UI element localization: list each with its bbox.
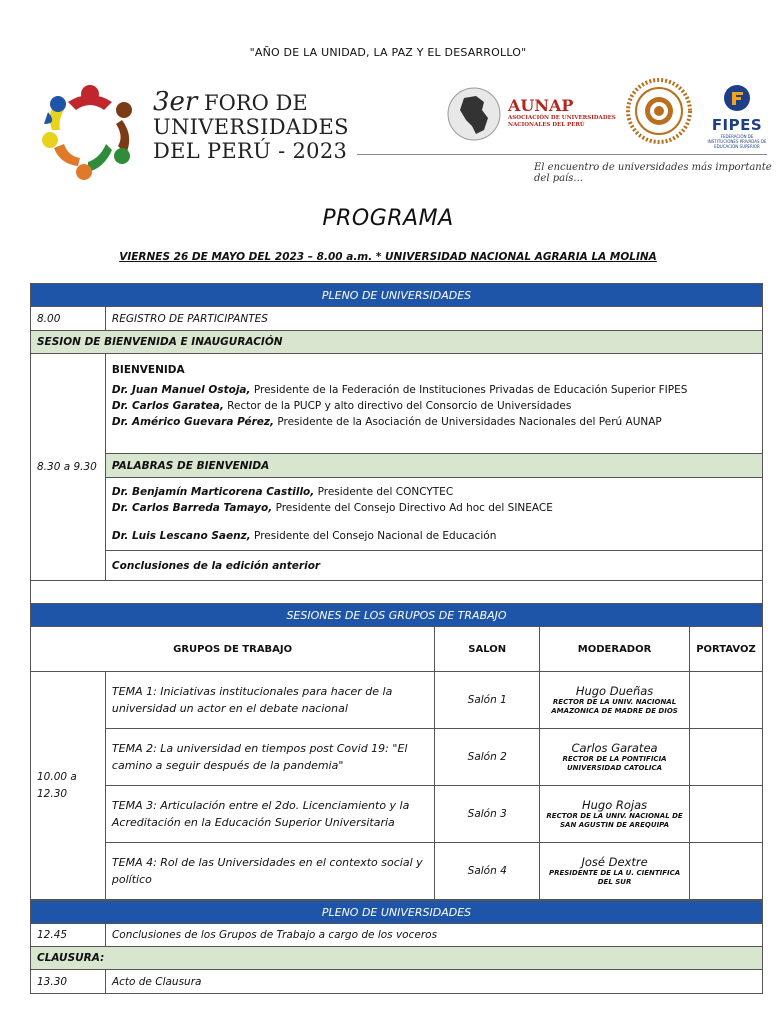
registration-label: REGISTRO DE PARTICIPANTES <box>105 307 762 331</box>
forum-title-line3: DEL PERÚ - 2023 <box>153 139 348 163</box>
closing-label: Acto de Clausura <box>105 970 762 994</box>
consortium-seal-icon <box>626 78 692 144</box>
col-spokesperson: PORTAVOZ <box>689 627 762 672</box>
col-moderator: MODERADOR <box>540 627 690 672</box>
spacer-row <box>31 581 763 605</box>
group-spokesperson <box>689 786 762 843</box>
aunap-sub2: NACIONALES DEL PERÚ <box>508 122 585 128</box>
aunap-sub1: ASOCIACIÓN DE UNIVERSIDADES <box>508 115 616 121</box>
event-date-line: VIERNES 26 DE MAYO DEL 2023 – 8.00 a.m. * UNIVERSIDAD NACIONAL AGRARIA LA MOLINA <box>119 251 657 263</box>
groups-table <box>30 603 763 900</box>
conclusions-time: 12.45 <box>31 924 106 947</box>
group-moderator: Hugo Rojas RECTOR DE LA UNIV. NACIONAL DE SAN AGUSTIN DE AREQUIPA <box>540 786 690 843</box>
group-theme: TEMA 3: Articulación entre el 2do. Licenciamiento y la Acreditación en la Educación Superior Universitaria <box>105 786 434 843</box>
welcome-words-header: PALABRAS DE BIENVENIDA <box>105 454 762 478</box>
col-groups: GRUPOS DE TRABAJO <box>31 627 435 672</box>
group-theme: TEMA 2: La universidad en tiempos post Covid 19: "El camino a seguir después de la pandemia" <box>105 729 434 786</box>
closing-time: 13.30 <box>31 970 106 994</box>
words-speaker: Dr. Carlos Barreda Tamayo, Presidente del Consejo Directivo Ad hoc del SINEACE <box>111 502 553 514</box>
welcome-session-time: 8.30 a 9.30 <box>31 354 106 581</box>
forum-edition: 3er <box>153 87 198 117</box>
group-spokesperson <box>689 843 762 900</box>
group-moderator: Carlos Garatea RECTOR DE LA PONTIFICIA UNIVERSIDAD CATOLICA <box>540 729 690 786</box>
group-spokesperson <box>689 729 762 786</box>
peru-map-icon <box>446 86 502 142</box>
closing-header: CLAUSURA: <box>31 947 763 970</box>
conclusions-label: Conclusiones de los Grupos de Trabajo a cargo de los voceros <box>105 924 762 947</box>
registration-time: 8.00 <box>31 307 106 331</box>
plenary-header: PLENO DE UNIVERSIDADES <box>31 284 763 307</box>
group-room: Salón 2 <box>435 729 540 786</box>
forum-title-line1: FORO DE <box>197 91 308 115</box>
welcome-words-block <box>105 478 762 551</box>
group-moderator: Hugo Dueñas RECTOR DE LA UNIV. NACIONAL AMAZONICA DE MADRE DE DIOS <box>540 672 690 729</box>
words-speaker: Dr. Luis Lescano Saenz, Presidente del Consejo Nacional de Educación <box>111 530 497 542</box>
group-spokesperson <box>689 672 762 729</box>
closing-plenary-header: PLENO DE UNIVERSIDADES <box>31 901 763 924</box>
fipes-sub: FEDERACIÓN DE INSTITUCIONES PRIVADAS DE EDUCACIÓN SUPERIOR <box>707 134 767 149</box>
groups-time: 10.00 a 12.30 <box>31 672 106 900</box>
forum-logo-icon <box>38 80 142 184</box>
group-room: Salón 4 <box>435 843 540 900</box>
col-room: SALON <box>435 627 540 672</box>
group-room: Salón 1 <box>435 672 540 729</box>
header-divider <box>357 154 767 155</box>
motto: "AÑO DE LA UNIDAD, LA PAZ Y EL DESARROLLO" <box>249 46 527 59</box>
group-theme: TEMA 4: Rol de las Universidades en el contexto social y político <box>105 843 434 900</box>
previous-conclusions: Conclusiones de la edición anterior <box>105 551 762 581</box>
welcome-speaker: Dr. Juan Manuel Ostoja, Presidente de la Federación de Instituciones Privadas de Educación Superior FIPES <box>111 384 688 396</box>
words-speaker: Dr. Benjamín Marticorena Castillo, Presidente del CONCYTEC <box>111 486 454 498</box>
welcome-speaker: Dr. Carlos Garatea, Rector de la PUCP y alto directivo del Consorcio de Universidades <box>111 400 572 412</box>
forum-title <box>153 87 349 163</box>
welcome-session-header: SESION DE BIENVENIDA E INAUGURACIÓN <box>31 331 763 354</box>
aunap-logo <box>508 96 616 129</box>
closing-table <box>30 900 763 994</box>
tagline: El encuentro de universidades más importante del país... <box>534 162 772 184</box>
group-theme: TEMA 1: Iniciativas institucionales para hacer de la universidad un actor en el debate nacional <box>105 672 434 729</box>
fipes-emblem-icon <box>723 84 751 112</box>
welcome-title: BIENVENIDA <box>111 364 185 376</box>
aunap-name: AUNAP <box>508 96 574 115</box>
plenary-table <box>30 283 763 605</box>
group-moderator: José Dextre PRESIDENTE DE LA U. CIENTIFICA DEL SUR <box>540 843 690 900</box>
groups-header: SESIONES DE LOS GRUPOS DE TRABAJO <box>31 604 763 627</box>
group-room: Salón 3 <box>435 786 540 843</box>
welcome-block <box>105 354 762 454</box>
fipes-name: FIPES <box>711 116 763 134</box>
page-title: PROGRAMA <box>322 206 454 231</box>
welcome-speaker: Dr. Américo Guevara Pérez, Presidente de la Asociación de Universidades Nacionales del Perú AUNAP <box>111 416 662 428</box>
fipes-logo <box>707 84 767 149</box>
forum-title-line2: UNIVERSIDADES <box>153 115 349 139</box>
